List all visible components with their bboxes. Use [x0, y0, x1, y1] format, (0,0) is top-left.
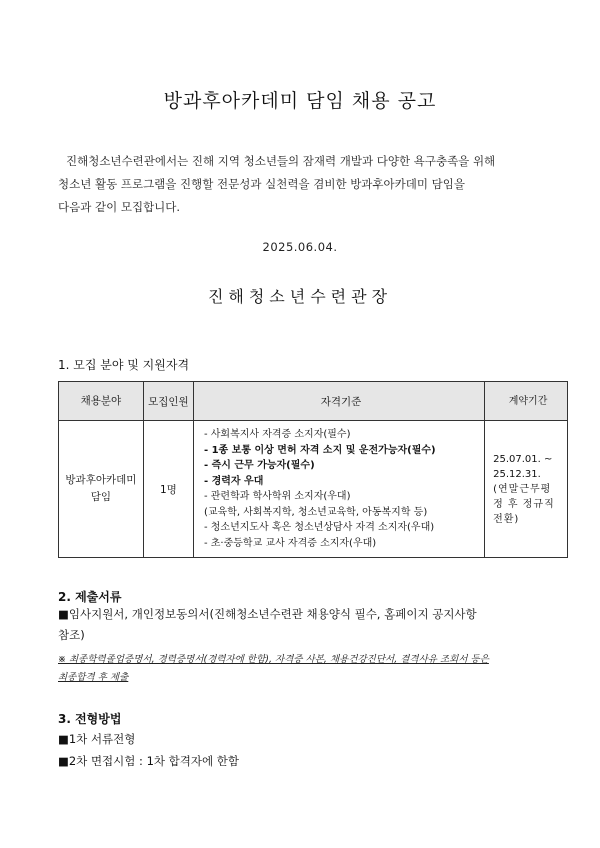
qualification-item: - 초·중등학교 교사 자격증 소지자(우대)	[203, 537, 377, 549]
qualification-item: - 청소년지도사 혹은 청소년상담사 자격 소지자(우대)	[203, 522, 435, 533]
documents-note	[58, 651, 568, 687]
intro-line: 다음과 같이 모집합니다.	[58, 200, 181, 214]
qualification-item: - 경력자 우대	[203, 475, 264, 487]
period-note-line: (연말근무평	[493, 483, 552, 495]
section-heading-documents: 2. 제출서류	[58, 590, 122, 604]
qualification-list	[204, 427, 478, 551]
note-line: ※ 최종학력졸업증명서, 경력증명서(경력자에 한함), 자격증 사본, 채용건강진단서, 결격사유 조회서 등은	[58, 654, 489, 665]
documents-line: 참조)	[58, 628, 85, 642]
selection-step: ■1차 서류전형	[58, 732, 136, 746]
selection-steps	[58, 728, 568, 772]
field-name-line: 담임	[90, 491, 112, 503]
column-header-qualifications: 자격기준	[193, 382, 484, 421]
cell-qualifications	[193, 421, 484, 558]
column-header-field: 채용분야	[59, 382, 144, 421]
period-note-line: 전환)	[493, 513, 520, 525]
qualification-item: - 관련학과 학사학위 소지자(우대)	[203, 491, 351, 502]
table-header-row	[59, 382, 568, 421]
intro-line: 진해청소년수련관에서는 진해 지역 청소년들의 잠재력 개발과 다양한 욕구충족을 위해	[66, 154, 496, 168]
qualification-item: - 사회복지사 자격증 소지자(필수)	[203, 429, 351, 440]
table-row	[59, 421, 568, 558]
documents-line: ■임사지원서, 개인정보동의서(진해청소년수련관 채용양식 필수, 홈페이지 공지사항	[58, 607, 477, 621]
column-header-period: 계약기간	[485, 382, 568, 421]
qualification-item: - 1종 보통 이상 면허 자격 소지 및 운전가능자(필수)	[203, 444, 436, 456]
section-heading-selection: 3. 전형방법	[58, 712, 122, 726]
intro-paragraph	[58, 150, 568, 219]
period-line: 25.12.31.	[493, 468, 541, 480]
section-heading-recruitment: 1. 모집 분야 및 지원자격	[58, 358, 190, 372]
page-title: 방과후아카데미 담임 채용 공고	[163, 90, 437, 112]
intro-line: 청소년 활동 프로그램을 진행할 전문성과 실천력을 겸비한 방과후아카데미 담임을	[58, 177, 465, 191]
qualification-item: - 즉시 근무 가능자(필수)	[203, 460, 315, 471]
period-line: 25.07.01. ~	[493, 453, 553, 465]
period-note-line: 정 후 정규직	[493, 498, 555, 510]
organization-signature: 진해청소년수련관장	[207, 287, 393, 306]
selection-step: ■2차 면접시험 : 1차 합격자에 한함	[58, 754, 239, 768]
note-line: 최종합격 후 제출	[58, 672, 129, 683]
announcement-date: 2025.06.04.	[262, 240, 338, 254]
column-header-count: 모집인원	[143, 382, 193, 421]
field-name-line: 방과후아카데미	[65, 474, 137, 486]
recruitment-table	[58, 381, 568, 558]
cell-period	[485, 421, 568, 558]
cell-field	[59, 421, 144, 558]
documents-list	[58, 604, 568, 646]
qualification-item: (교육학, 사회복지학, 청소년교육학, 아동복지학 등)	[203, 506, 428, 518]
cell-count: 1명	[143, 421, 193, 558]
